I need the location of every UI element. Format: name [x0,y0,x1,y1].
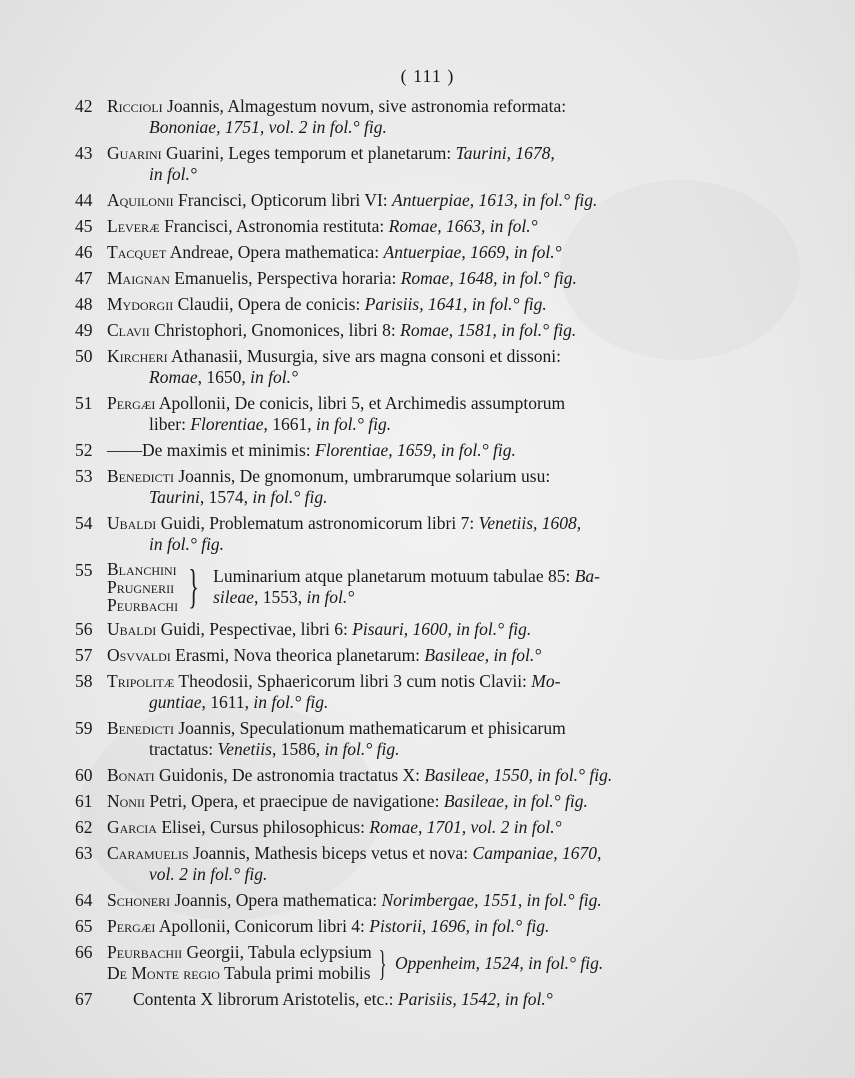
brace-mark: } [378,942,387,983]
author-name: Caramuelis [107,843,189,863]
catalog-entry [75,268,695,289]
entry-number: 46 [75,242,93,262]
catalog-entry [75,294,695,315]
publication-details: , 1670, [553,843,602,863]
text-run: in fol.° [250,367,298,387]
entry-number: 54 [75,513,93,533]
author-name: Maignan [107,268,170,288]
catalog-entry [75,440,695,461]
author-name: Riccioli [107,96,163,116]
catalog-entry [75,765,695,786]
entry-number: 59 [75,718,93,738]
author-name: Clavii [107,320,150,340]
entry-title: Joannis, Speculationum mathematicarum et phisicarum [174,718,566,738]
entry-title: Guidonis, De astronomia tractatus X: [154,765,425,785]
entry-number: 55 [75,560,93,580]
publication-place: Parisiis [397,989,453,1009]
catalog-entry [75,513,695,555]
publication-details: , 1608, [533,513,582,533]
catalog-entry [75,96,695,138]
brace-mark: } [188,560,199,613]
author-name: Benedicti [107,466,174,486]
entry-number: 57 [75,645,93,665]
publication-place: Campaniae [472,843,554,863]
catalog-entry [75,143,695,185]
entry-continuation [107,414,695,435]
publication-place: sileae [213,587,254,607]
entry-title: Joannis, Opera mathematica: [170,890,382,910]
publication-place: Parisiis [364,294,420,314]
entry-continuation [107,534,695,555]
author-name: Benedicti [107,718,174,738]
author-name: Ubaldi [107,619,157,639]
entry-title: Contenta X librorum Aristotelis, etc.: [133,989,398,1009]
author-name: Aquilonii [107,190,174,210]
publication-place: Mo- [531,671,561,691]
entry-number: 49 [75,320,93,340]
entry-continuation [107,487,695,508]
publication-details: , 1542, in fol.° [452,989,553,1009]
entry-continuation [107,692,695,713]
entry-title: Georgii, Tabula eclypsium [182,942,372,962]
entry-number: 48 [75,294,93,314]
publication-place: Romae [400,320,449,340]
author-name: Guarini [107,143,162,163]
entry-title: Apollonii, De conicis, libri 5, et Archimedis assumptorum [155,393,566,413]
publication-place: Basileae [443,791,505,811]
catalog-entries [75,96,695,1015]
publication-place: Taurini [455,143,507,163]
text-run: in fol.° fig. [253,692,329,712]
text-run: Florentiae [190,414,264,434]
publication-details: , 1641, in fol.° fig. [419,294,547,314]
publication-details: in fol.° [306,587,355,607]
catalog-entry [75,989,695,1010]
entry-title: Joannis, Mathesis biceps vetus et nova: [188,843,473,863]
author-name: Leveræ [107,216,160,236]
entry-title: Apollonii, Conicorum libri 4: [155,916,370,936]
publication-details: , 1701, vol. 2 in fol.° [418,817,562,837]
title-line [107,942,372,963]
entry-continuation [107,117,695,138]
publication-details: , 1659, in fol.° fig. [388,440,516,460]
entry-title [213,566,695,608]
text-run: in fol.° fig. [324,739,400,759]
text-run: Taurini [149,487,200,507]
text-run: , 1586, [271,739,325,759]
entry-title: Francisci, Opticorum libri VI: [173,190,393,210]
catalog-entry [75,916,695,937]
catalog-entry [75,619,695,640]
entry-continuation [107,164,695,185]
entry-number: 63 [75,843,93,863]
entry-continuation [107,864,695,885]
catalog-entry [75,791,695,812]
entry-number: 58 [75,671,93,691]
catalog-entry [75,718,695,760]
catalog-entry [75,890,695,911]
catalog-entry [75,817,695,838]
publication-details: , 1581, in fol.° fig. [448,320,577,340]
publication-place: Oppenheim [394,952,476,973]
text-run: in fol.° [149,164,197,184]
publication-details: , 1669, in fol.° [461,242,562,262]
entry-title: Tabula primi mobilis [219,963,371,983]
catalog-entry [75,942,695,984]
author-group [107,560,695,614]
entry-title: Christophori, Gnomonices, libri 8: [149,320,401,340]
text-run: Romae [149,367,198,387]
publication-place: Pisauri [352,619,404,639]
author-name: Pergæi [107,393,156,413]
author-name: Pergæi [107,916,156,936]
entry-title: Elisei, Cursus philosophicus: [156,817,370,837]
publication-details: , 1663, in fol.° [437,216,538,236]
entry-number: 50 [75,346,93,366]
catalog-entry [75,242,695,263]
entry-title: Andreae, Opera mathematica: [166,242,384,262]
publication-place: Pistorii [369,916,422,936]
entry-title: Erasmi, Nova theorica planetarum: [170,645,425,665]
catalog-entry [75,671,695,713]
entry-title: ——De maximis et minimis: [107,440,316,460]
publication-details: , in fol.° fig. [504,791,588,811]
entry-title: Guarini, Leges temporum et planetarum: [161,143,456,163]
publication-place: Romae [400,268,450,288]
author-name: Ubaldi [107,513,157,533]
publication-details: , 1551, in fol.° fig. [474,890,602,910]
entry-title: Francisci, Astronomia restituta: [159,216,389,236]
text-run: vol. 2 in fol.° fig. [149,864,268,884]
author-name: Nonii [107,791,145,811]
entry-number: 62 [75,817,93,837]
entry-title: Theodosii, Sphaericorum libri 3 cum notis Clavii: [174,671,532,691]
author-name: Tripolitæ [107,671,175,691]
title-line [107,963,372,984]
entry-continuation [107,367,695,388]
publication-place: Antuerpiae [383,242,462,262]
author-name: Peurbachi [107,595,179,615]
author-name: Kircheri [107,346,168,366]
catalog-entry [75,216,695,237]
publication-details: , 1678, [506,143,555,163]
author-name: Prugnerii [107,577,175,597]
entry-title: Athanasii, Musurgia, sive ars magna consoni et dissoni: [167,346,562,366]
entry-title: Emanuelis, Perspectiva horaria: [169,268,401,288]
entry-title: Claudii, Opera de conicis: [173,294,365,314]
publication-place: Florentiae [315,440,389,460]
text-run: in fol.° fig. [252,487,328,507]
entry-number: 43 [75,143,93,163]
author-name: Mydorgii [107,294,174,314]
entry-title: Guidi, Pespectivae, libri 6: [156,619,353,639]
entry-number: 64 [75,890,93,910]
catalog-entry [75,190,695,211]
text-run: guntiae [149,692,202,712]
publication-details: , 1613, in fol.° fig. [469,190,598,210]
entry-number: 47 [75,268,93,288]
text-run: , 1661, [263,414,317,434]
entry-number: 67 [75,989,93,1009]
entry-number: 53 [75,466,93,486]
publication-place: Basileae [424,645,485,665]
title-lines [107,942,372,984]
catalog-entry [75,645,695,666]
author-names [107,560,178,614]
publication-details: , 1600, in fol.° fig. [403,619,532,639]
author-name: De Monte regio [107,963,220,983]
publication-info [395,953,603,974]
publication-details: , 1696, in fol.° fig. [421,916,550,936]
publication-place: Venetiis [478,513,534,533]
entry-title: Joannis, De gnomonum, umbrarumque solarium usu: [174,466,551,486]
text-run: in fol.° fig. [316,414,392,434]
author-name: Tacquet [107,242,167,262]
entry-title: Petri, Opera, et praecipue de navigatione: [144,791,444,811]
author-name: Blanchini [107,559,177,579]
catalog-entry [75,843,695,885]
text-run: liber: [149,414,191,434]
publication-place: Norimbergae [381,890,475,910]
entry-number: 42 [75,96,93,116]
publication-details: , in fol.° [484,645,542,665]
publication-details: , 1648, in fol.° fig. [449,268,577,288]
text-run: , 1611, [201,692,254,712]
paired-titles [107,942,695,984]
entry-number: 56 [75,619,93,639]
publication-place: Romae [388,216,438,236]
entry-number: 61 [75,791,93,811]
catalog-entry [75,320,695,341]
entry-number: 51 [75,393,93,413]
text-run: , 1650, [197,367,251,387]
page-number: ( 111 ) [400,66,455,86]
catalog-entry [75,560,695,614]
text-run: Bononiae, 1751, vol. 2 in fol.° fig. [149,117,387,137]
author-name: Bonati [107,765,155,785]
entry-continuation [107,739,695,760]
entry-number: 44 [75,190,93,210]
author-name: Peurbachii [107,942,183,962]
publication-place: Antuerpiae [392,190,470,210]
catalog-entry [75,466,695,508]
author-name: Garcia [107,817,157,837]
publication-details: , 1524, in fol.° fig. [475,952,604,973]
entry-number: 52 [75,440,93,460]
publication-place: Romae [369,817,419,837]
entry-title: Joannis, Almagestum novum, sive astronomia reformata: [162,96,567,116]
text-run: Venetiis [217,739,272,759]
entry-number: 65 [75,916,93,936]
text-run: Luminarium atque planetarum motuum tabulae 85: [213,566,575,586]
text-run: tractatus: [149,739,218,759]
catalog-entry [75,346,695,388]
text-run: , 1574, [199,487,253,507]
entry-number: 45 [75,216,93,236]
publication-place: Basileae [424,765,485,785]
publication-place: Ba- [574,566,600,586]
entry-number: 60 [75,765,93,785]
publication-details: , 1550, in fol.° fig. [484,765,613,785]
entry-title: Guidi, Problematum astronomicorum libri 7: [156,513,479,533]
entry-number: 66 [75,942,93,962]
author-name: Schoneri [107,890,171,910]
text-run: , 1553, [253,587,307,607]
text-run: in fol.° fig. [149,534,225,554]
catalog-entry [75,393,695,435]
author-name: Osvvaldi [107,645,171,665]
